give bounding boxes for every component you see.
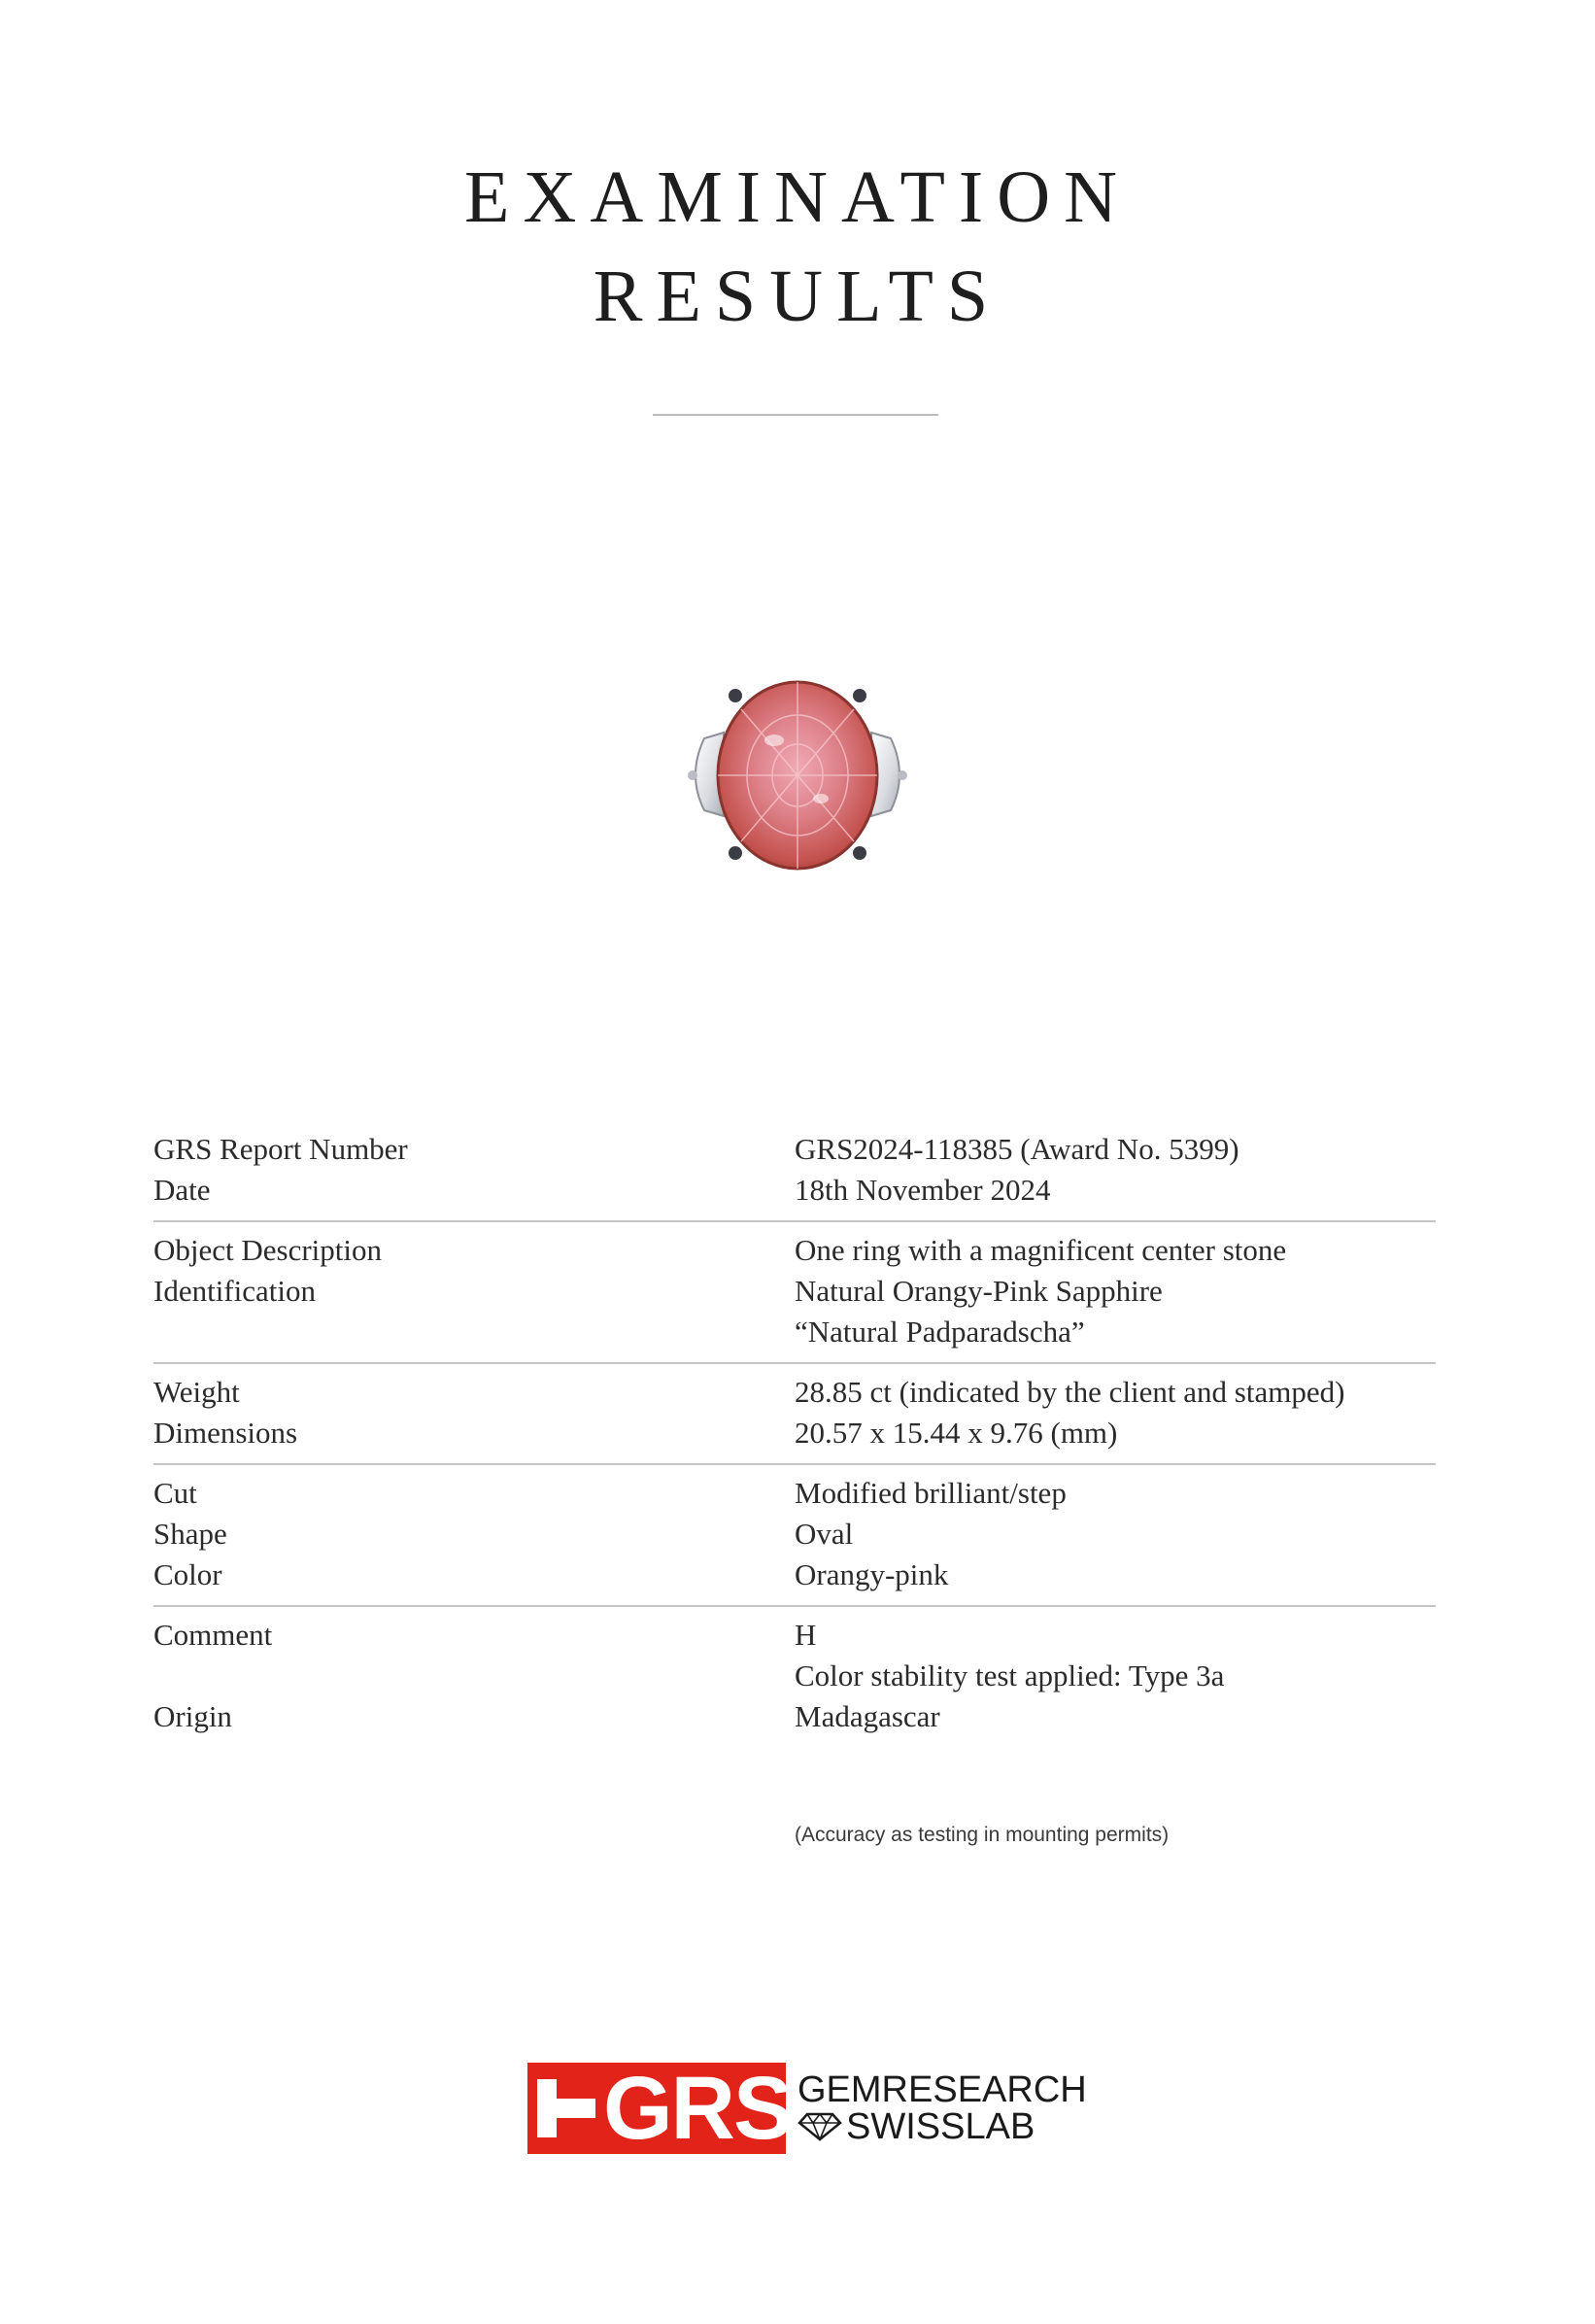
grs-logo-letters: GRS [603,2059,792,2158]
swiss-cross-icon [537,2079,595,2137]
row-identification [153,1271,1436,1312]
label-weight: Weight [153,1375,240,1409]
row-report-number [153,1129,1436,1170]
logo-line-2-wrap [798,2108,1087,2145]
value-cut: Modified brilliant/step [795,1476,1067,1510]
row-shape [153,1514,1436,1555]
grs-logo-wordmark [798,2071,1087,2145]
logo-line-1: GEMRESEARCH [798,2069,1087,2110]
row-object-description [153,1230,1436,1271]
value-dimensions: 20.57 x 15.44 x 9.76 (mm) [795,1416,1118,1450]
row-color [153,1555,1436,1595]
row-trade-name [153,1312,1436,1352]
label-identification: Identification [153,1274,316,1308]
row-cut [153,1473,1436,1514]
value-shape: Oval [795,1517,854,1551]
row-dimensions [153,1413,1436,1453]
title-divider [653,414,938,416]
row-stability-test [153,1656,1436,1696]
group-report-info [153,1129,1436,1222]
label-origin: Origin [153,1699,232,1733]
label-date: Date [153,1173,211,1207]
value-trade-name: “Natural Padparadscha” [795,1315,1085,1349]
label-dimensions: Dimensions [153,1416,298,1450]
row-date [153,1170,1436,1211]
diamond-icon [798,2112,842,2141]
accuracy-note: (Accuracy as testing in mounting permits) [795,1824,1170,1846]
ring-photo [665,663,930,888]
value-comment: H [795,1618,817,1652]
logo-line-2: SWISSLAB [846,2106,1035,2147]
value-stability-test: Color stability test applied: Type 3a [795,1658,1225,1692]
value-report-number: GRS2024-118385 (Award No. 5399) [795,1132,1239,1166]
label-shape: Shape [153,1517,227,1551]
label-cut: Cut [153,1476,197,1510]
group-appearance [153,1465,1436,1607]
value-color: Orangy-pink [795,1557,949,1591]
report-details [153,1129,1436,1747]
value-weight: 28.85 ct (indicated by the client and stamped) [795,1375,1345,1409]
group-comments-origin [153,1607,1436,1747]
label-report-number: GRS Report Number [153,1132,408,1166]
row-comment [153,1615,1436,1656]
value-date: 18th November 2024 [795,1173,1051,1207]
grs-logo [527,2059,1087,2158]
row-weight [153,1372,1436,1413]
group-identification [153,1222,1436,1364]
value-object-description: One ring with a magnificent center stone [795,1233,1287,1267]
group-measurements [153,1364,1436,1465]
grs-logo-badge [527,2059,792,2158]
label-comment: Comment [153,1618,273,1652]
label-object-description: Object Description [153,1233,383,1267]
value-origin: Madagascar [795,1699,940,1733]
row-origin [153,1696,1436,1737]
title-line-1: EXAMINATION [464,156,1131,238]
label-color: Color [153,1557,222,1591]
title-line-2: RESULTS [593,256,1002,337]
value-identification: Natural Orangy-Pink Sapphire [795,1274,1163,1308]
